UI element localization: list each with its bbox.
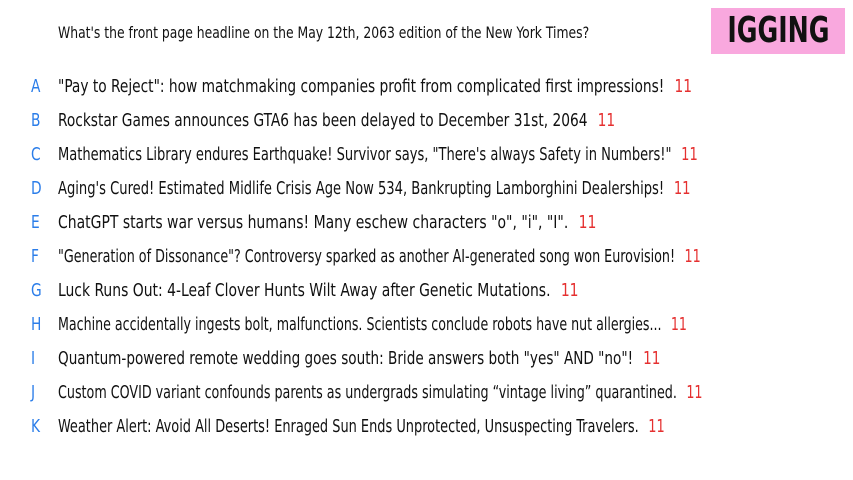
option-letter: K	[31, 416, 41, 437]
option-content	[58, 242, 701, 272]
option-count: 11	[578, 212, 597, 233]
option-content	[58, 106, 615, 136]
option-count: 11	[560, 280, 579, 301]
option-letter: F	[31, 246, 39, 267]
option-text: Aging's Cured! Estimated Midlife Crisis Age Now 534, Bankrupting Lamborghini Dealerships!	[58, 178, 665, 199]
question-text: What's the front page headline on the May 12th, 2063 edition of the New York Times?	[58, 23, 590, 42]
option-content	[58, 174, 690, 204]
option-count: 11	[681, 144, 698, 165]
option-letter: E	[31, 212, 40, 233]
option-row-d[interactable]	[0, 174, 853, 204]
option-row-h[interactable]	[0, 310, 853, 340]
option-text: "Pay to Reject": how matchmaking companies profit from complicated first impressions!	[58, 76, 665, 97]
option-count: 11	[648, 416, 665, 437]
option-letter: I	[31, 348, 36, 369]
option-text: ChatGPT starts war versus humans! Many eschew characters "o", "i", "I".	[58, 212, 569, 233]
option-count: 11	[674, 76, 692, 97]
option-count: 11	[597, 110, 616, 131]
option-content	[58, 72, 692, 102]
option-content	[58, 344, 660, 374]
option-text: Mathematics Library endures Earthquake! Survivor says, "There's always Safety in Numbers!"	[58, 144, 672, 165]
option-count: 11	[643, 348, 661, 369]
option-content	[58, 276, 579, 306]
option-content	[58, 208, 596, 238]
option-row-j[interactable]	[0, 378, 853, 408]
option-letter: A	[31, 76, 41, 97]
option-text: "Generation of Dissonance"? Controversy sparked as another AI-generated song won Eurovision!	[58, 246, 676, 267]
brand-badge	[711, 8, 845, 54]
option-count: 11	[686, 382, 703, 403]
option-row-g[interactable]	[0, 276, 853, 306]
option-text: Quantum-powered remote wedding goes south: Bride answers both "yes" AND "no"!	[58, 348, 634, 369]
option-row-e[interactable]	[0, 208, 853, 238]
option-letter: C	[31, 144, 41, 165]
option-content	[58, 412, 665, 442]
option-letter: G	[31, 280, 42, 301]
option-text: Custom COVID variant confounds parents as undergrads simulating “vintage living” quarantined.	[58, 382, 677, 403]
option-letter: J	[31, 382, 36, 403]
option-row-c[interactable]	[0, 140, 853, 170]
option-letter: H	[31, 314, 42, 335]
option-row-i[interactable]	[0, 344, 853, 374]
option-row-f[interactable]	[0, 242, 853, 272]
option-content	[58, 140, 698, 170]
option-row-a[interactable]	[0, 72, 853, 102]
option-count: 11	[670, 314, 687, 335]
option-text: Rockstar Games announces GTA6 has been delayed to December 31st, 2064	[58, 110, 588, 131]
option-letter: B	[31, 110, 41, 131]
option-text: Machine accidentally ingests bolt, malfunctions. Scientists conclude robots have nut allergies...	[58, 314, 662, 335]
option-text: Luck Runs Out: 4-Leaf Clover Hunts Wilt Away after Genetic Mutations.	[58, 280, 551, 301]
badge-label: IGGING	[726, 10, 830, 51]
option-content	[58, 310, 687, 340]
option-count: 11	[673, 178, 691, 199]
option-count: 11	[684, 246, 701, 267]
option-row-b[interactable]	[0, 106, 853, 136]
option-content	[58, 378, 702, 408]
option-text: Weather Alert: Avoid All Deserts! Enraged Sun Ends Unprotected, Unsuspecting Travelers.	[58, 416, 639, 437]
option-row-k[interactable]	[0, 412, 853, 442]
option-letter: D	[31, 178, 42, 199]
